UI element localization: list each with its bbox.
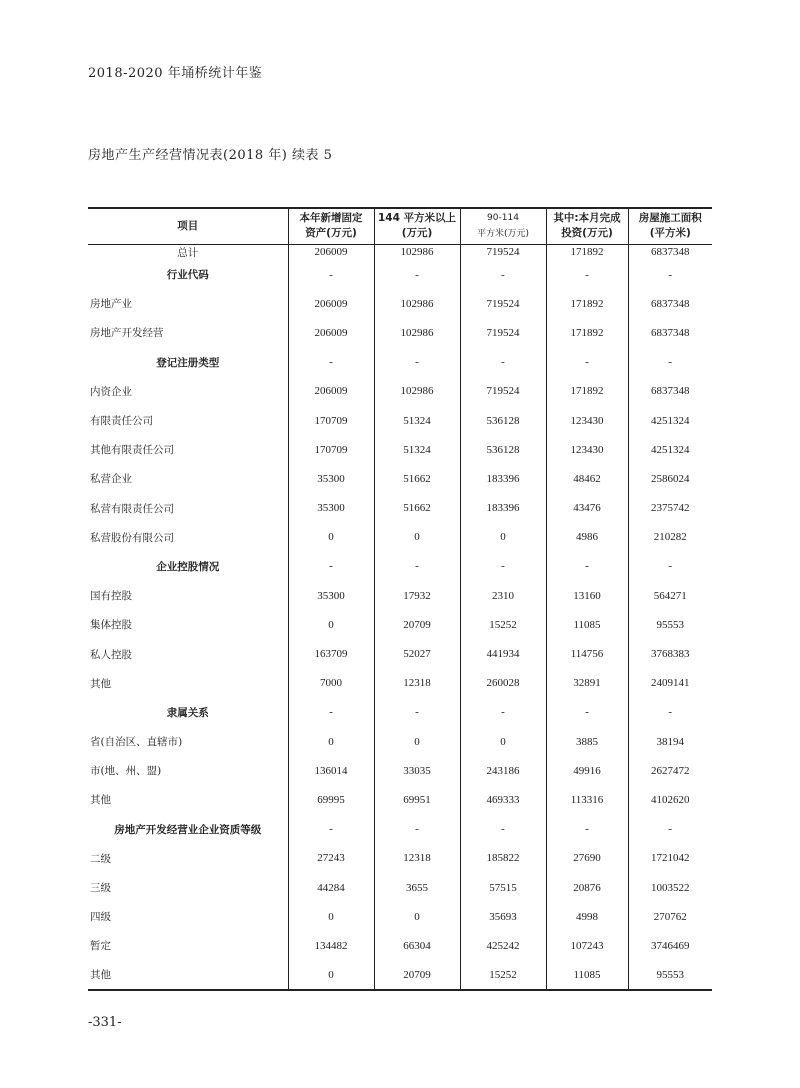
row-label: 房地产业 <box>90 298 132 311</box>
table-cell: 206009 <box>288 377 374 406</box>
table-cell: 206009 <box>288 318 374 347</box>
table-cell: 425242 <box>460 931 546 960</box>
table-cell: 206009 <box>288 244 374 260</box>
table-cell: 113316 <box>546 785 628 814</box>
table-row <box>88 581 712 610</box>
table-cell: 3768383 <box>628 639 712 668</box>
table-cell: 2409141 <box>628 669 712 698</box>
table-cell: 38194 <box>628 727 712 756</box>
row-label: 省(自治区、直辖市) <box>90 736 183 749</box>
table-cell: 49916 <box>546 756 628 785</box>
table-row <box>88 348 712 377</box>
table-cell: 123430 <box>546 435 628 464</box>
table-cell: 48462 <box>546 464 628 493</box>
table-title: 房地产生产经营情况表(2018 年) 续表 5 <box>88 148 333 163</box>
table-cell: - <box>288 698 374 727</box>
table-row <box>88 698 712 727</box>
table-cell: - <box>628 815 712 844</box>
table-cell: - <box>288 348 374 377</box>
table-cell: 102986 <box>374 289 460 318</box>
table-row <box>88 260 712 289</box>
table-cell: 2627472 <box>628 756 712 785</box>
table-cell: 3655 <box>374 873 460 902</box>
table-cell: 183396 <box>460 464 546 493</box>
table-cell: 12318 <box>374 669 460 698</box>
table-cell: 4998 <box>546 902 628 931</box>
table-cell: 3746469 <box>628 931 712 960</box>
table-row <box>88 931 712 960</box>
table-cell: - <box>288 815 374 844</box>
table-cell: 27243 <box>288 844 374 873</box>
table-cell: 564271 <box>628 581 712 610</box>
table-cell: - <box>546 260 628 289</box>
column-header-line2: 平方米(万元) <box>476 229 530 240</box>
table-cell: 243186 <box>460 756 546 785</box>
table-row <box>88 289 712 318</box>
table-row <box>88 494 712 523</box>
table-row <box>88 406 712 435</box>
column-header-line1: 90-114 <box>487 213 519 224</box>
table-row <box>88 669 712 698</box>
running-header: 2018-2020 年埇桥统计年鉴 <box>88 66 263 81</box>
table-cell: 0 <box>288 727 374 756</box>
table-cell: 270762 <box>628 902 712 931</box>
table-cell: 69995 <box>288 785 374 814</box>
row-label: 国有控股 <box>90 590 132 603</box>
table-cell: 7000 <box>288 669 374 698</box>
table-row <box>88 435 712 464</box>
table-cell: 134482 <box>288 931 374 960</box>
table-cell: 0 <box>288 610 374 639</box>
row-label: 三级 <box>90 882 111 895</box>
table-cell: 51662 <box>374 464 460 493</box>
table-header <box>88 208 712 244</box>
table-cell: - <box>374 552 460 581</box>
table-cell: 51324 <box>374 435 460 464</box>
table-cell: 6837348 <box>628 318 712 347</box>
row-label: 私营有限责任公司 <box>90 502 174 515</box>
table-cell: - <box>374 815 460 844</box>
table-cell: 35300 <box>288 464 374 493</box>
row-label: 其他 <box>90 677 111 690</box>
table-cell: 0 <box>460 727 546 756</box>
table-cell: 719524 <box>460 289 546 318</box>
table-cell: - <box>628 348 712 377</box>
table-cell: 0 <box>460 523 546 552</box>
table-cell: 69951 <box>374 785 460 814</box>
table-row <box>88 610 712 639</box>
table-cell: 11085 <box>546 610 628 639</box>
table-cell: 35300 <box>288 581 374 610</box>
table-cell: 536128 <box>460 406 546 435</box>
table-cell: 0 <box>288 523 374 552</box>
table-cell: 15252 <box>460 610 546 639</box>
table-cell: 107243 <box>546 931 628 960</box>
table-cell: 6837348 <box>628 244 712 260</box>
table-cell: 136014 <box>288 756 374 785</box>
statistics-table-container <box>88 207 712 991</box>
table-cell: 0 <box>288 961 374 990</box>
table-cell: 0 <box>374 727 460 756</box>
table-cell: 170709 <box>288 435 374 464</box>
table-cell: 114756 <box>546 639 628 668</box>
row-label: 总计 <box>177 246 199 259</box>
table-cell: 2310 <box>460 581 546 610</box>
column-header-line1: 本年新增固定 <box>299 212 363 225</box>
row-label: 行业代码 <box>166 269 209 282</box>
table-cell: 185822 <box>460 844 546 873</box>
table-cell: 1003522 <box>628 873 712 902</box>
column-header-line1: 项目 <box>177 219 199 232</box>
table-cell: 441934 <box>460 639 546 668</box>
table-cell: 43476 <box>546 494 628 523</box>
table-cell: - <box>628 260 712 289</box>
table-cell: 102986 <box>374 318 460 347</box>
table-cell: 17932 <box>374 581 460 610</box>
row-label: 私营股份有限公司 <box>90 531 174 544</box>
table-cell: 4251324 <box>628 406 712 435</box>
column-header-line2: (万元) <box>401 227 433 240</box>
row-label: 集体控股 <box>90 619 132 632</box>
table-cell: 4251324 <box>628 435 712 464</box>
row-label: 登记注册类型 <box>156 356 220 369</box>
table-cell: - <box>628 552 712 581</box>
table-cell: 12318 <box>374 844 460 873</box>
table-row <box>88 961 712 990</box>
column-header-line1: 其中:本月完成 <box>553 212 621 225</box>
row-label: 私营企业 <box>90 473 132 486</box>
table-row <box>88 785 712 814</box>
table-cell: 2375742 <box>628 494 712 523</box>
table-cell: 102986 <box>374 244 460 260</box>
table-cell: - <box>460 552 546 581</box>
table-cell: 32891 <box>546 669 628 698</box>
row-label: 市(地、州、盟) <box>90 765 162 778</box>
table-cell: - <box>288 552 374 581</box>
row-label: 内资企业 <box>90 385 132 398</box>
page-number: -331- <box>88 1015 122 1030</box>
table-row <box>88 873 712 902</box>
table-cell: 171892 <box>546 318 628 347</box>
table-row <box>88 815 712 844</box>
table-cell: - <box>460 815 546 844</box>
row-label: 暂定 <box>90 940 111 953</box>
table-row <box>88 844 712 873</box>
column-header-line1: 144 平方米以上 <box>377 212 457 225</box>
table-cell: 66304 <box>374 931 460 960</box>
row-label: 其他有限责任公司 <box>90 444 174 457</box>
table-cell: 95553 <box>628 610 712 639</box>
table-cell: 57515 <box>460 873 546 902</box>
row-label: 四级 <box>90 911 111 924</box>
column-header-line1: 房屋施工面积 <box>638 212 702 225</box>
table-cell: 4986 <box>546 523 628 552</box>
table-cell: 102986 <box>374 377 460 406</box>
column-header-new-fixed-assets <box>288 208 374 244</box>
row-label: 有限责任公司 <box>90 415 153 428</box>
real-estate-statistics-table <box>88 207 712 991</box>
row-label: 企业控股情况 <box>156 560 220 573</box>
column-header-item <box>88 208 288 244</box>
table-cell: 183396 <box>460 494 546 523</box>
column-header-construction-area <box>628 208 712 244</box>
column-header-monthly-investment <box>546 208 628 244</box>
table-cell: - <box>460 348 546 377</box>
table-cell: 20709 <box>374 961 460 990</box>
table-row <box>88 318 712 347</box>
table-cell: - <box>460 260 546 289</box>
table-cell: 35693 <box>460 902 546 931</box>
column-header-over-144-sqm <box>374 208 460 244</box>
table-cell: 719524 <box>460 377 546 406</box>
row-label: 房地产开发经营 <box>90 327 164 340</box>
table-cell: - <box>628 698 712 727</box>
row-label: 隶属关系 <box>166 706 209 719</box>
table-cell: - <box>460 698 546 727</box>
table-cell: 3885 <box>546 727 628 756</box>
table-cell: 0 <box>374 902 460 931</box>
table-cell: 20876 <box>546 873 628 902</box>
table-cell: 51662 <box>374 494 460 523</box>
table-cell: 4102620 <box>628 785 712 814</box>
table-cell: 123430 <box>546 406 628 435</box>
table-row <box>88 552 712 581</box>
table-cell: 6837348 <box>628 377 712 406</box>
table-cell: 163709 <box>288 639 374 668</box>
table-cell: 0 <box>288 902 374 931</box>
table-cell: 469333 <box>460 785 546 814</box>
table-cell: 52027 <box>374 639 460 668</box>
table-row <box>88 756 712 785</box>
table-cell: 0 <box>374 523 460 552</box>
table-cell: - <box>374 348 460 377</box>
row-label: 其他 <box>88 961 288 990</box>
table-cell: 27690 <box>546 844 628 873</box>
table-cell: - <box>546 815 628 844</box>
table-cell: 171892 <box>546 244 628 260</box>
row-label: 其他 <box>90 794 111 807</box>
table-cell: - <box>288 260 374 289</box>
table-cell: 35300 <box>288 494 374 523</box>
table-cell: 1721042 <box>628 844 712 873</box>
table-row <box>88 464 712 493</box>
table-cell: 536128 <box>460 435 546 464</box>
table-cell: - <box>546 698 628 727</box>
table-cell: 2586024 <box>628 464 712 493</box>
table-cell: 44284 <box>288 873 374 902</box>
table-cell: 719524 <box>460 318 546 347</box>
column-header-line2: (平方米) <box>649 227 691 240</box>
column-header-line2: 投资(万元) <box>561 227 613 240</box>
table-cell: 33035 <box>374 756 460 785</box>
table-cell: 210282 <box>628 523 712 552</box>
row-label: 房地产开发经营业企业资质等级 <box>114 823 262 836</box>
table-cell: - <box>374 260 460 289</box>
table-cell: 260028 <box>460 669 546 698</box>
table-cell: 13160 <box>546 581 628 610</box>
column-header-90-114-sqm <box>460 208 546 244</box>
table-header-row <box>88 208 712 244</box>
table-cell: 719524 <box>460 244 546 260</box>
row-label: 私人控股 <box>90 648 132 661</box>
table-row <box>88 244 712 260</box>
table-cell: 20709 <box>374 610 460 639</box>
table-cell: 6837348 <box>628 289 712 318</box>
table-row <box>88 902 712 931</box>
table-cell: 206009 <box>288 289 374 318</box>
table-row <box>88 727 712 756</box>
table-cell: 51324 <box>374 406 460 435</box>
table-cell: 95553 <box>628 961 712 990</box>
row-label: 二级 <box>90 852 111 865</box>
column-header-line2: 资产(万元) <box>305 227 357 240</box>
table-cell: - <box>546 552 628 581</box>
table-cell: 171892 <box>546 377 628 406</box>
table-cell: 171892 <box>546 289 628 318</box>
table-cell: 170709 <box>288 406 374 435</box>
table-row <box>88 639 712 668</box>
table-cell: - <box>374 698 460 727</box>
table-body <box>88 244 712 990</box>
table-cell: 11085 <box>546 961 628 990</box>
table-cell: 15252 <box>460 961 546 990</box>
table-row <box>88 377 712 406</box>
table-row <box>88 523 712 552</box>
table-cell: - <box>546 348 628 377</box>
